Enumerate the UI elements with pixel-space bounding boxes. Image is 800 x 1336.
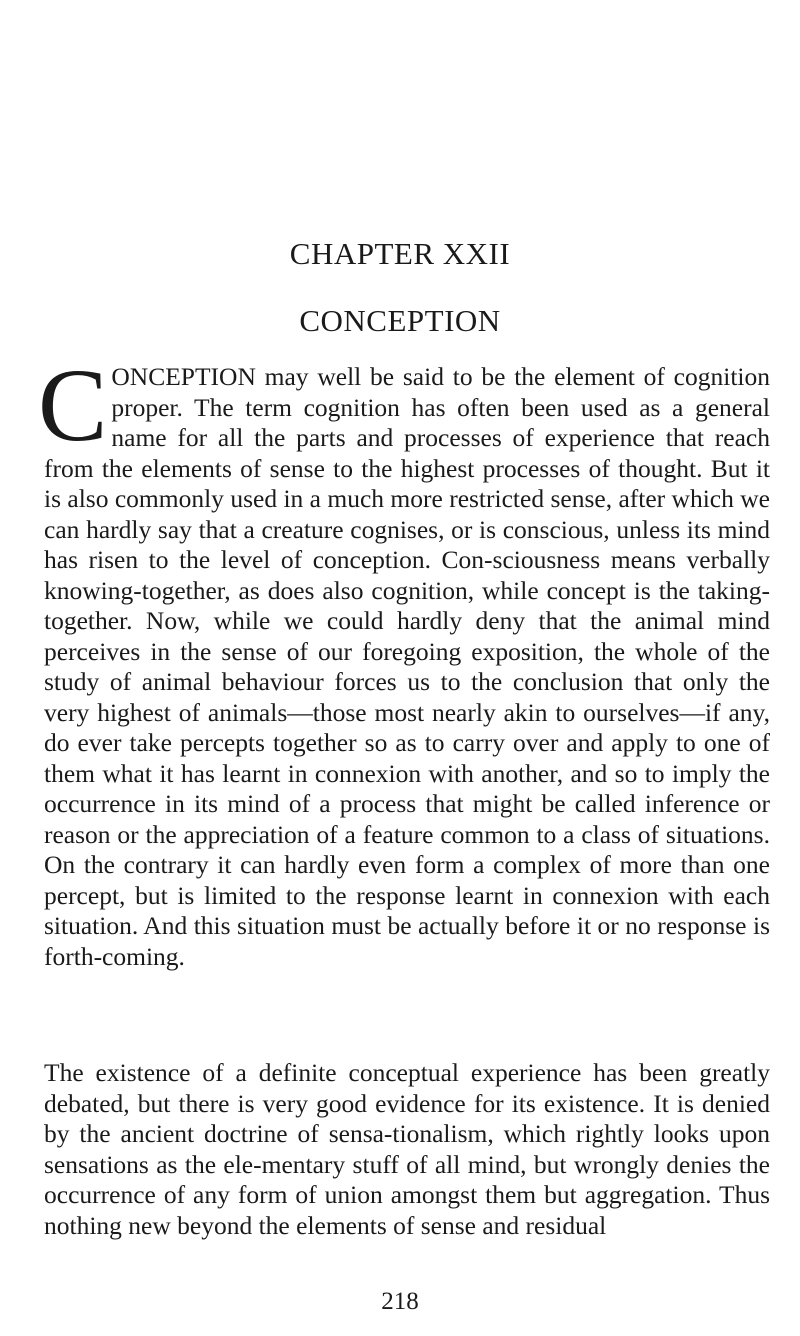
chapter-number: CHAPTER XXII [289, 236, 511, 271]
paragraph-1 [38, 348, 770, 972]
page-number: 218 [381, 1288, 419, 1315]
chapter-title: CONCEPTION [299, 303, 501, 338]
paragraph-1-text: ONCEPTION may well be said to be the element of cognition proper. The term cognition has often been used as a general name for all the parts and processes of experience that reach from the elements of sense to the highest processes of thought. But it is also commonly used in a much more restricted sense, after which we can hardly say that a creature cognises, or is conscious, unless its mind has risen to the level of conception. Con-sciousness means verbally knowing-together, as does also cognition, while concept is the taking-together. Now, while we could hardly deny that the animal mind perceives in the sense of our foregoing exposition, the whole of the study of animal behaviour forces us to the conclusion that only the very highest of animals—those most nearly akin to ourselves—if any, do ever take percepts together so as to carry over and apply to one of them what it has learnt in connexion with another, and so to imply the occurrence in its mind of a process that might be called inference or reason or the appreciation of a feature common to a class of situations. On the contrary it can hardly even form a complex of more than one percept, but is limited to the response learnt in connexion with each situation. And this situation must be actually before it or no response is forth-coming. [44, 362, 770, 971]
drop-cap: C [38, 348, 108, 463]
paragraph-2 [44, 1058, 770, 1241]
paragraph-2-text: The existence of a definite conceptual experience has been greatly debated, but there is very good evidence for its existence. It is denied by the ancient doctrine of sensa-tionalism, which rightly looks upon sensations as the ele-mentary stuff of all mind, but wrongly denies the occurrence of any form of union amongst them but aggregation. Thus nothing new beyond the elements of sense and residual [44, 1058, 770, 1240]
